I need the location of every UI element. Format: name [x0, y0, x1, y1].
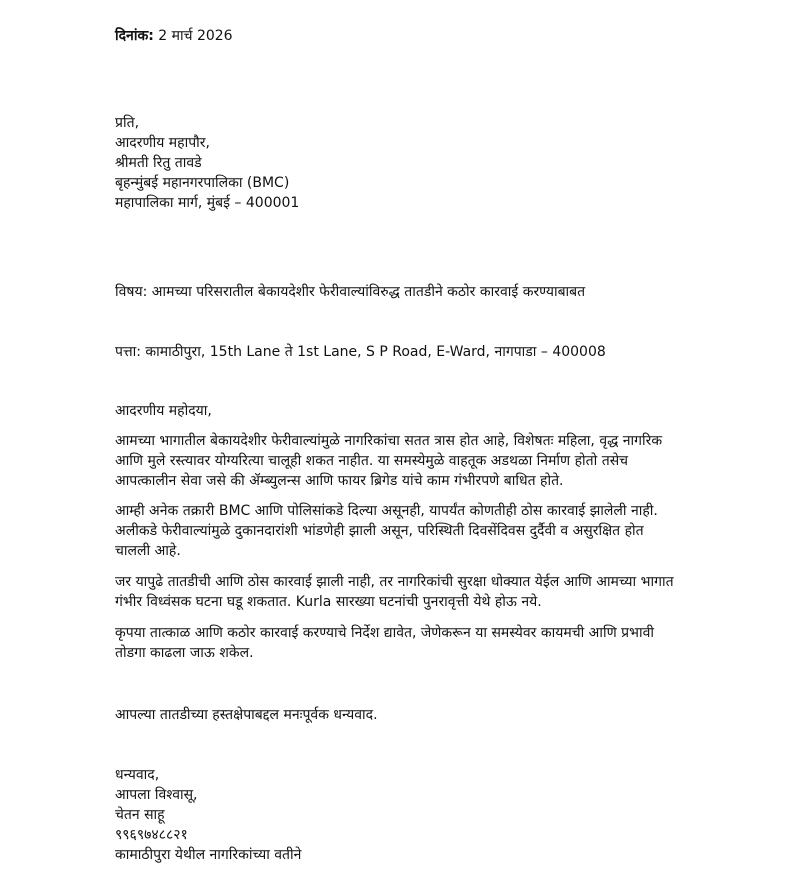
signer-on-behalf: कामाठीपुरा येथील नागरिकांच्या वतीने	[115, 847, 302, 863]
recipient-address: महापालिका मार्ग, मुंबई – 400001	[115, 195, 300, 211]
date-value: 2 मार्च 2026	[158, 28, 233, 44]
recipient-name: श्रीमती रितु तावडे	[115, 155, 202, 171]
location-line: पत्ता: कामाठीपुरा, 15th Lane ते 1st Lane, S P Road, E-Ward, नागपाडा – 400008	[115, 344, 606, 360]
subject-line: विषय: आमच्या परिसरातील बेकायदेशीर फेरीवाल्यांविरुद्ध तातडीने कठोर कारवाई करण्याबाबत	[115, 284, 586, 300]
body-paragraph-3: जर यापुढे तातडीची आणि ठोस कारवाई झाली नाही, तर नागरिकांची सुरक्षा धोक्यात येईल आणि आमच्या भागात गंभीर विध्वंसक घटना घडू शकतात. Kurla सारख्या घटनांची पुनरावृत्ती येथे होऊ नये.	[115, 574, 674, 610]
body-paragraph-4: कृपया तात्काळ आणि कठोर कारवाई करण्याचे निर्देश द्यावेत, जेणेकरून या समस्येवर कायमची आणि प्रभावी तोडगा काढला जाऊ शकेल.	[115, 625, 655, 661]
signoff-closing: आपला विश्वासू,	[115, 787, 198, 803]
date-label: दिनांक:	[115, 28, 154, 44]
body-paragraph-1: आमच्या भागातील बेकायदेशीर फेरीवाल्यांमुळे नागरिकांचा सतत त्रास होत आहे, विशेषतः महिला, वृद्ध नागरिक आणि मुले रस्त्यावर योग्यरित्या चालूही शकत नाहीत. या समस्येमुळे वाहतूक अडथळा निर्माण होतो तसेच आपत्कालीन सेवा जसे की ॲम्ब्युलन्स आणि फायर ब्रिगेड यांचे काम गंभीरपणे बाधित होते.	[115, 433, 663, 489]
signer-phone: ९९६९७४८८२१	[115, 827, 188, 843]
signer-name: चेतन साहू	[115, 807, 165, 823]
recipient-to: प्रति,	[115, 115, 140, 131]
greeting: आदरणीय महोदया,	[115, 403, 212, 419]
recipient-organization: बृहन्मुंबई महानगरपालिका (BMC)	[115, 175, 290, 191]
signoff-thanks: धन्यवाद,	[115, 767, 160, 783]
date-line	[115, 26, 233, 46]
body-paragraph-2: आम्ही अनेक तक्रारी BMC आणि पोलिसांकडे दिल्या असूनही, यापर्यंत कोणतीही ठोस कारवाई झालेली नाही. अलीकडे फेरीवाल्यांमुळे दुकानदारांशी भांडणेही झाली असून, परिस्थिती दिवसेंदिवस दुर्दैवी व असुरक्षित होत चालली आहे.	[115, 503, 658, 559]
recipient-title: आदरणीय महापौर,	[115, 135, 210, 151]
thanks-line: आपल्या तातडीच्या हस्तक्षेपाबद्दल मनःपूर्वक धन्यवाद.	[115, 707, 378, 723]
